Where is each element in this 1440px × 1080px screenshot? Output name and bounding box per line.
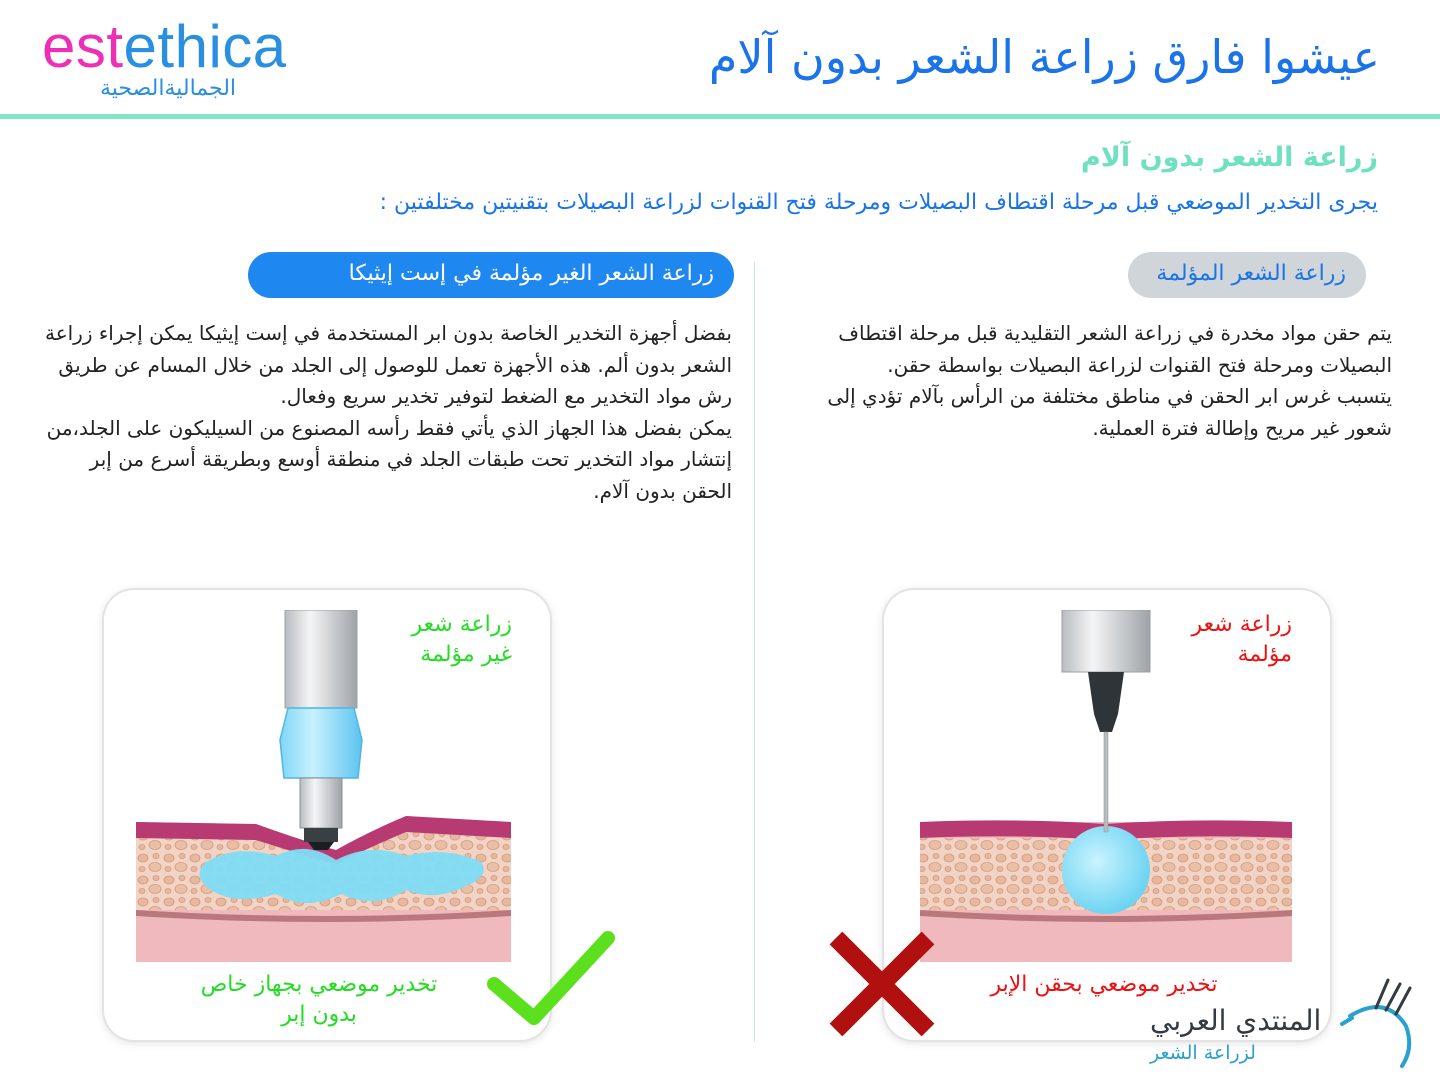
hair-logo-icon [1336,974,1416,1070]
logo-part-ethica: ethica [123,13,287,80]
section-description: يجرى التخدير الموضعي قبل مرحلة اقتطاف البصيلات ومرحلة فتح القنوات لزراعة البصيلات بتقنيتين مختلفتين : [379,190,1378,215]
painless-card-title-line-2: غير مؤلمة [420,642,512,667]
painless-paragraph-2: يمكن بفضل هذا الجهاز الذي يأتي فقط رأسه المصنوع من السيليكون على الجلد،من إنتشار مواد التخدير تحت طبقات الجلد في منطقة أوسع وبطريقة أسرع من إبر الحقن بدون آلام. [46,415,732,503]
painless-card-title [412,610,512,670]
brand-logo [42,12,287,81]
painless-illustration-card [104,590,550,1040]
painless-technique-pill: زراعة الشعر الغير مؤلمة في إست إيثيكا [248,252,734,298]
logo-subtitle: الجماليةالصحية [99,76,237,101]
footer-logo-subtitle: لزراعة الشعر [1150,1042,1256,1064]
painless-card-title-line-1: زراعة شعر [411,612,512,637]
section-heading: زراعة الشعر بدون آلام [1081,142,1378,173]
painful-illustration-card [884,590,1330,1040]
painful-paragraph-2: يتسبب غرس ابر الحقن في مناطق مختلفة من الرأس بآلام تؤدي إلى شعور غير مريح وإطالة فترة العملية. [827,384,1392,440]
painful-card-title-line-1: زراعة شعر [1191,612,1292,637]
footer-logo-title: المنتدي العربي [1150,1004,1322,1037]
painless-caption-line-2: بدون إبر [281,1002,357,1027]
painless-card-caption [164,970,474,1030]
painful-description [800,318,1392,444]
painful-card-title-line-2: مؤلمة [1237,642,1292,667]
painful-paragraph-1: يتم حقن مواد مخدرة في زراعة الشعر التقليدية قبل مرحلة اقتطاف البصيلات ومرحلة فتح القنوات لزراعة البصيلات بواسطة حقن. [838,321,1392,377]
page-title: عيشوا فارق زراعة الشعر بدون آلام [708,30,1380,84]
painful-card-caption: تخدير موضعي بحقن الإبر [990,972,1218,997]
painless-description [40,318,732,507]
painless-paragraph-1: بفضل أجهزة التخدير الخاصة بدون ابر المستخدمة في إست إيثيكا يمكن إجراء زراعة الشعر بدون ألم. هذه الأجهزة تعمل للوصول إلى الجلد من خلال المسام عن طريق رش مواد التخدير مع الضغط لتوفير تخدير سريع وفعال. [44,321,732,408]
header-divider [0,114,1440,119]
logo-part-est: est [42,13,124,80]
column-divider [754,262,755,1042]
cross-mark-icon [822,928,942,1040]
painless-caption-line-1: تخدير موضعي بجهاز خاص [200,972,438,997]
check-mark-icon [486,930,616,1034]
painful-card-title [1192,610,1292,670]
painful-technique-pill: زراعة الشعر المؤلمة [1128,252,1366,298]
